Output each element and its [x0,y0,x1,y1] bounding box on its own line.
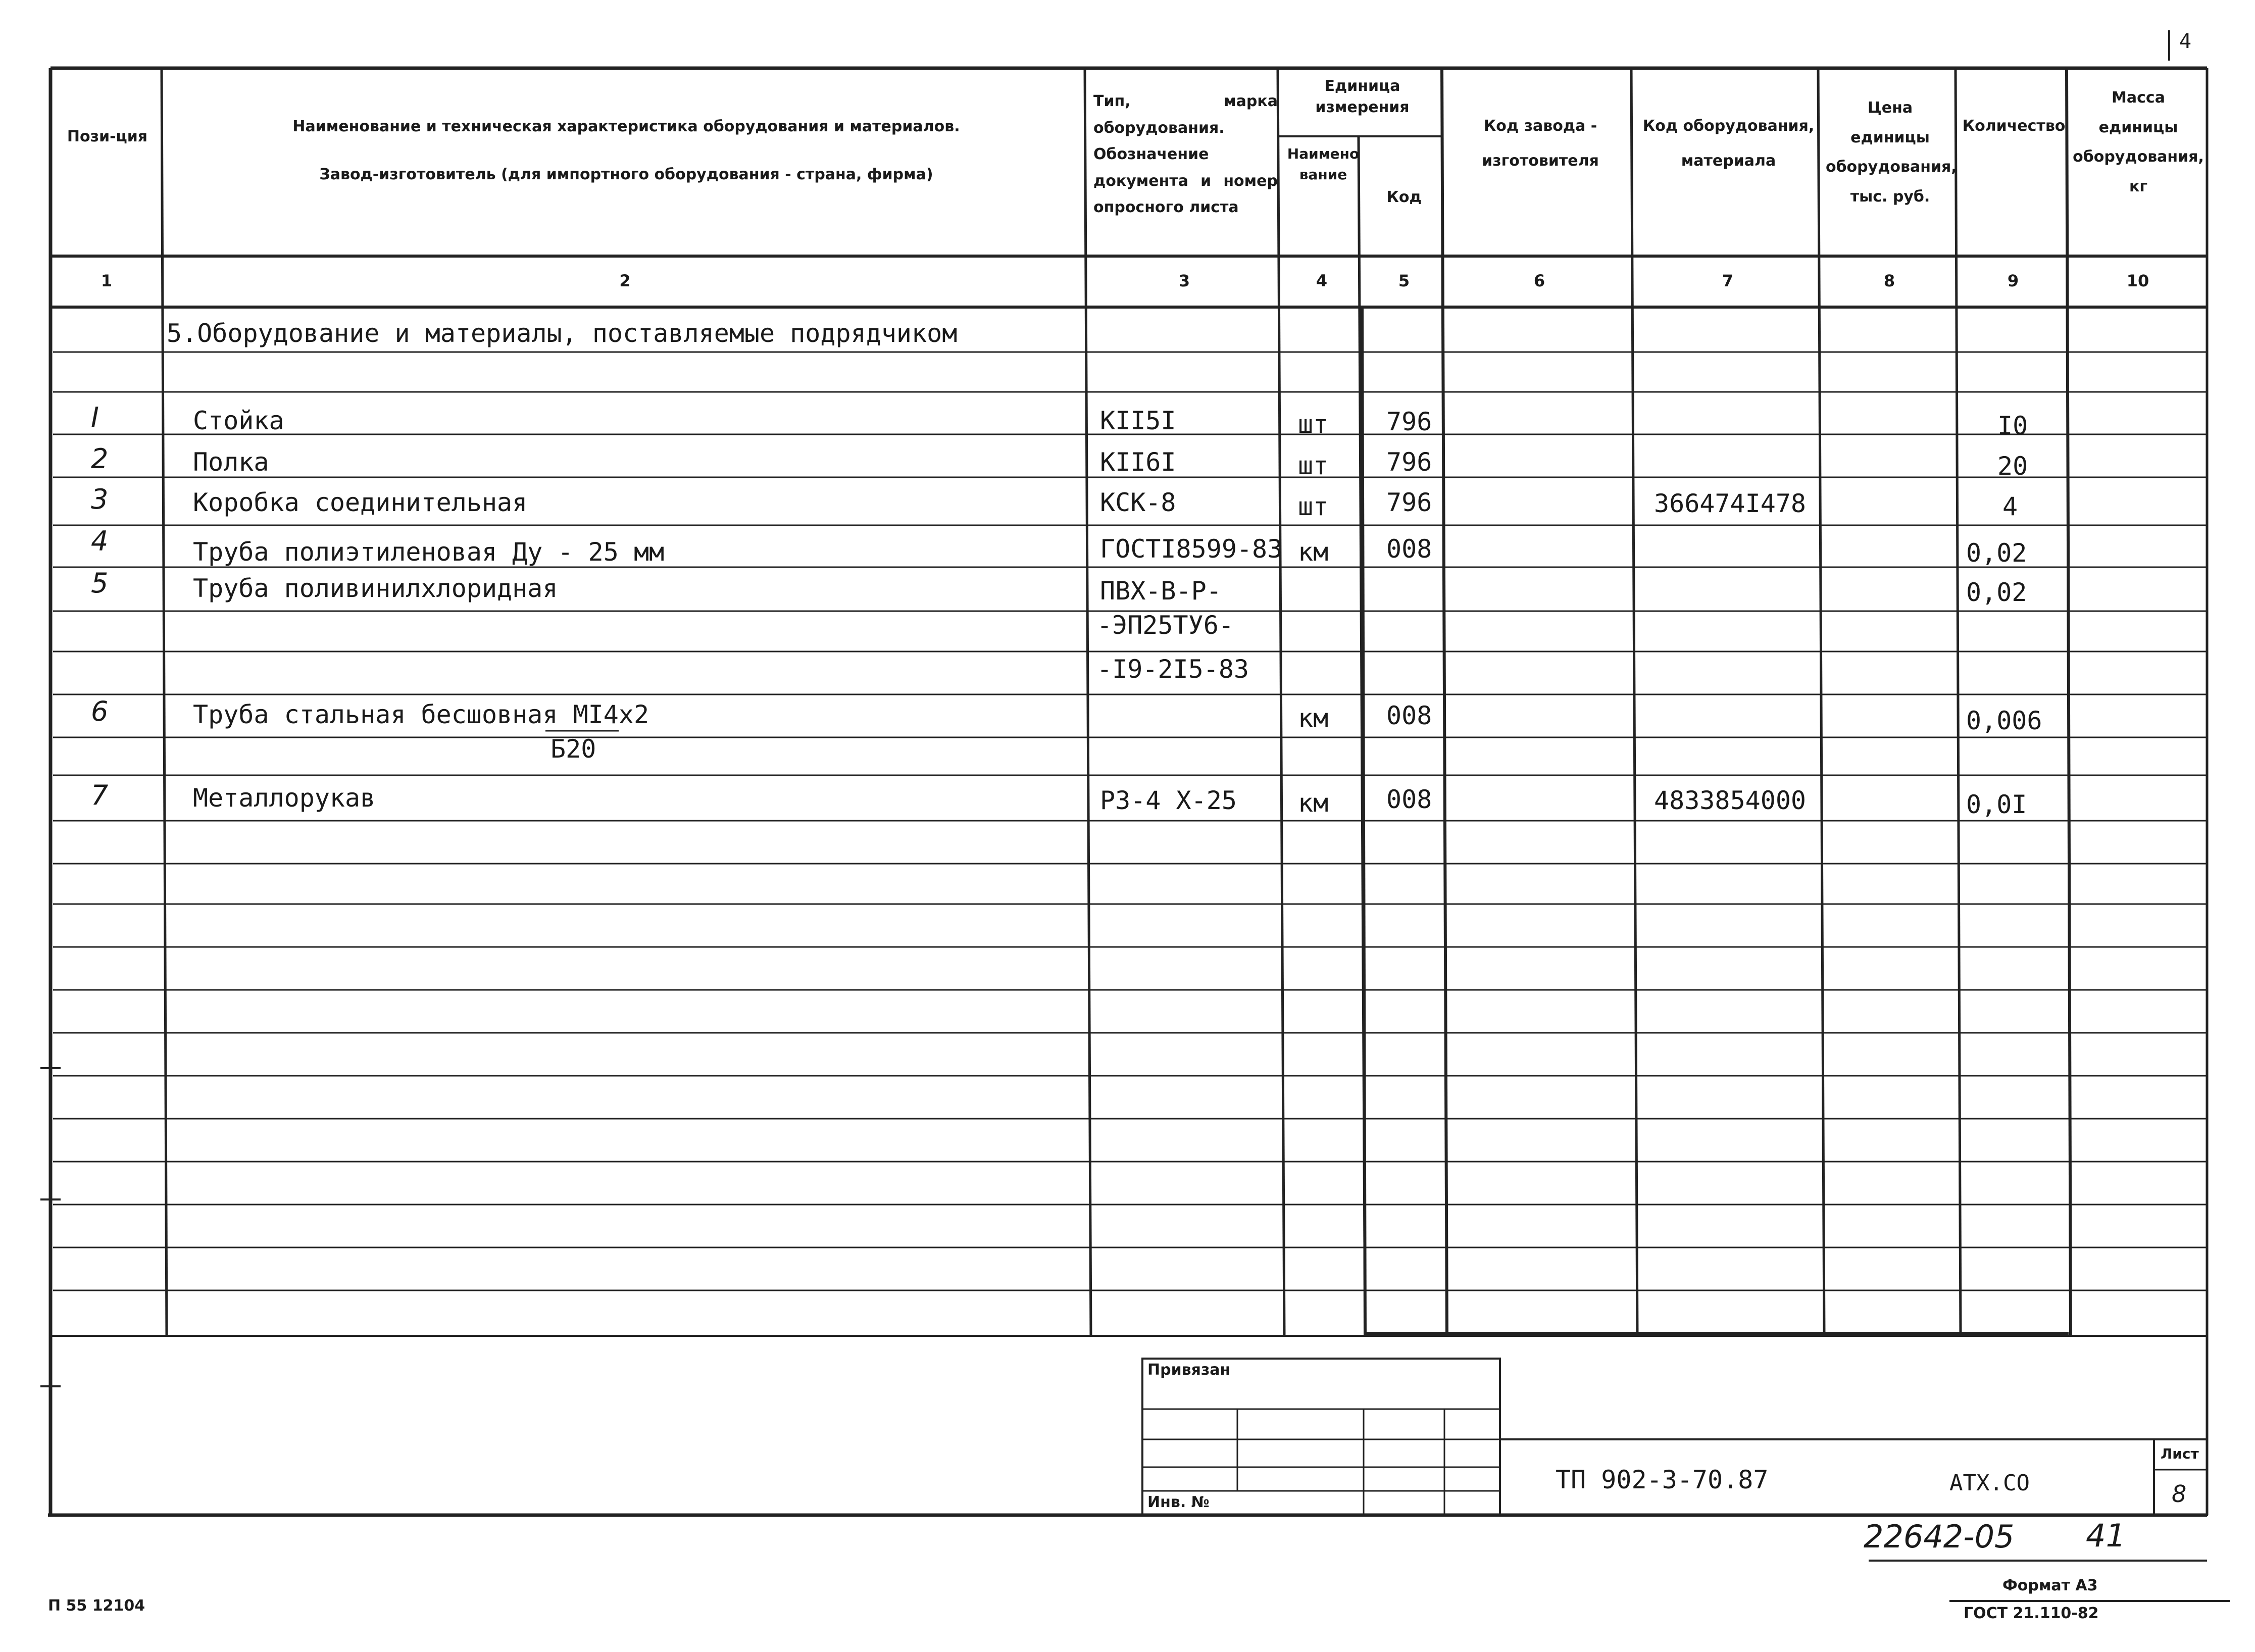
row-name: Коробка соединительная [193,488,528,517]
row-type: ПВХ-В-Р- [1100,576,1222,606]
row-name: Труба поливинилхлоридная [193,574,558,603]
top-page-mark: 4 [2179,30,2192,53]
header-type: Тип, марка оборудования. Обозначение документа и номер опросного листа [1093,92,1278,216]
handwritten-number: 22642-05 [1864,1518,2015,1555]
colnum-4: 4 [1316,271,1328,290]
row-unit: км [1298,537,1329,567]
row-unit-code: 796 [1386,407,1432,436]
row-position: 7 [91,779,109,811]
row-quantity: 4 [2002,492,2018,521]
row-position: 3 [91,483,109,515]
row-type: КСК-8 [1100,488,1176,517]
row-quantity: I0 [1997,411,2028,440]
stamp-sheet-value: 8 [2172,1480,2187,1508]
colnum-3: 3 [1178,271,1190,290]
row-unit-code: 008 [1386,701,1432,730]
row-type: КII5I [1100,406,1176,435]
handwritten-page: 41 [2086,1517,2126,1554]
colnum-2: 2 [619,271,631,290]
stamp-document-code: АТХ.СО [1949,1470,2030,1496]
row-unit: шт [1298,492,1329,521]
header-price: Цена единицы оборудования, тыс. руб. [1826,99,1957,206]
header-quantity: Количество [1962,117,2066,135]
row-unit-code: 008 [1386,785,1432,814]
row-quantity: 0,006 [1966,706,2042,735]
header-unit-code: Код [1386,188,1422,206]
colnum-9: 9 [2007,271,2019,290]
row-quantity: 0,02 [1966,538,2027,568]
header-factory-code: Код завода - изготовителя [1482,117,1599,170]
row-quantity: 20 [1997,452,2028,481]
row-position: I [91,402,99,433]
row-position: 5 [91,567,109,599]
row-name: Полка [193,447,269,477]
row-equipment-code: 366474I478 [1654,489,1807,518]
header-equipment-code: Код оборудования, материала [1642,117,1815,170]
header-unit-group: Единица измерения [1315,77,1410,116]
header-unit-name: Наименование [1287,145,1360,183]
header-position: Пози-ция [67,128,148,145]
row-name: Труба полиэтиленовая Ду - 25 мм [193,537,665,567]
row-unit: шт [1298,410,1329,439]
left-code-label: П 55 12104 [48,1597,145,1615]
colnum-1: 1 [101,271,113,290]
row-unit: шт [1298,451,1329,480]
row-unit-code: 796 [1386,447,1432,477]
colnum-7: 7 [1722,271,1734,290]
row-position: 2 [91,443,109,475]
header-name-line1: Наименование и техническая характеристика оборудования и материалов. [292,118,960,135]
header-mass: Масса единицы оборудования, кг [2073,89,2204,195]
row-unit: км [1298,704,1329,733]
stamp-inventory-label: Инв. № [1147,1493,1210,1511]
row-quantity: 0,02 [1966,578,2027,607]
row-type-continuation: -I9-2I5-83 [1097,655,1249,684]
colnum-8: 8 [1883,271,1895,290]
row-name: Труба стальная бесшовная МI4х2 [193,700,649,729]
row-equipment-code: 4833854000 [1654,786,1807,815]
row-unit: км [1298,788,1329,818]
gost-label: ГОСТ 21.110-82 [1964,1605,2099,1622]
row-type: КII6I [1100,447,1176,477]
colnum-10: 10 [2126,271,2149,290]
row-name: Металлорукав [193,783,376,813]
stamp-document-number: ТП 902-3-70.87 [1556,1465,1769,1494]
stamp-sheet-label: Лист [2161,1445,2199,1462]
row-position: 6 [91,695,109,727]
header-name-line2: Завод-изготовитель (для импортного оборудования - страна, фирма) [319,166,933,183]
row-name: Стойка [193,406,284,435]
row-quantity: 0,0I [1966,790,2027,819]
stamp-bound-label: Привязан [1147,1361,1231,1379]
colnum-5: 5 [1398,271,1410,290]
row-position: 4 [91,525,109,557]
row-name-subscript: Б20 [550,734,596,764]
row-unit-code: 008 [1386,534,1432,564]
row-type: РЗ-4 Х-25 [1100,786,1237,815]
row-type: ГОСТI8599-83 [1100,534,1283,564]
section-title: 5.Оборудование и материалы, поставляемые подрядчиком [167,319,958,348]
row-type-continuation: -ЭП25ТУ6- [1097,611,1234,640]
colnum-6: 6 [1533,271,1545,290]
format-label: Формат А3 [2002,1577,2098,1594]
row-unit-code: 796 [1386,488,1432,517]
